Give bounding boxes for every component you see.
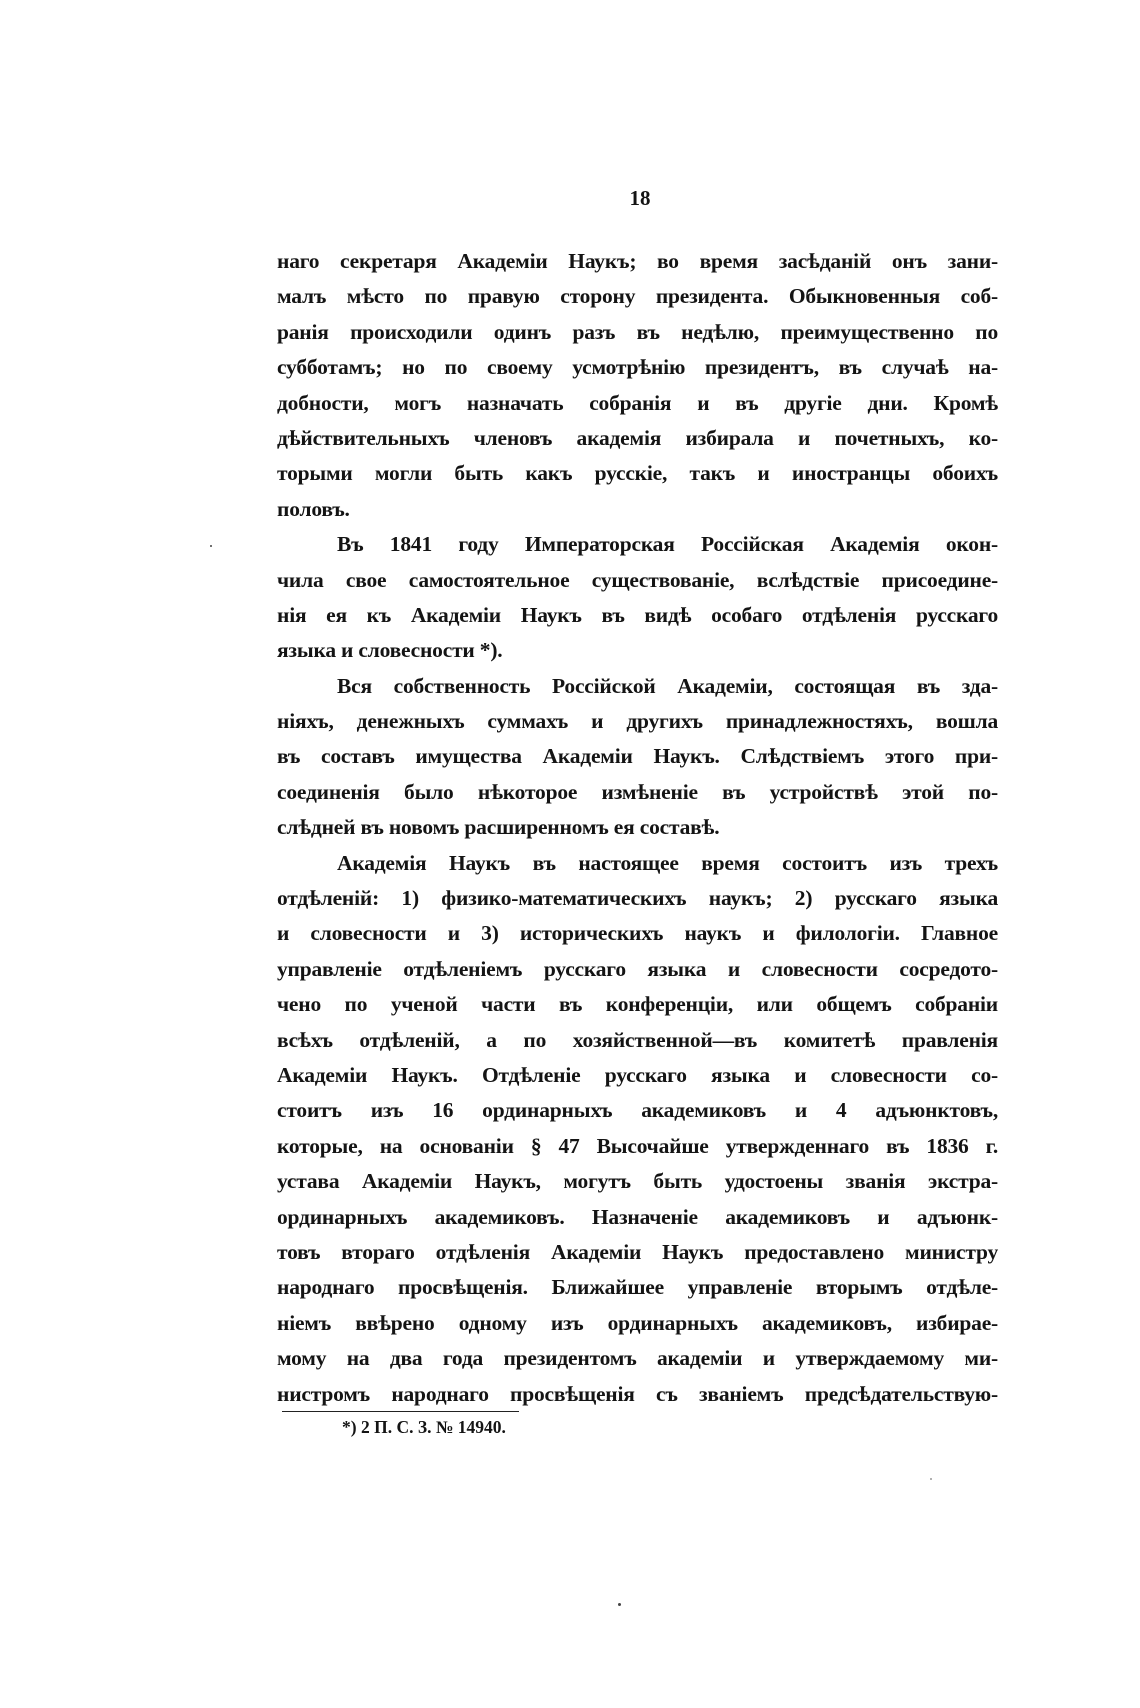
text-line: языка и словесности *). [277, 638, 503, 663]
text-line: Академія Наукъ въ настоящее время состоитъ изъ трехъ [337, 850, 998, 875]
text-line: чила свое самостоятельное существованіе, вслѣдствіе присоедине- [277, 567, 998, 592]
text-line: малъ мѣсто по правую сторону президента. Обыкновенныя соб- [277, 284, 998, 309]
text-line: товъ втораго отдѣленія Академіи Наукъ предоставлено министру [277, 1239, 998, 1264]
scan-speck [930, 1478, 932, 1480]
text-line: нія ея къ Академіи Наукъ въ видѣ особаго отдѣленія русскаго [277, 602, 998, 627]
text-line: управленіе отдѣленіемъ русскаго языка и словесности сосредото- [277, 956, 998, 981]
text-line: наго секретаря Академіи Наукъ; во время засѣданій онъ зани- [277, 249, 998, 273]
text-line: стоитъ изъ 16 ординарныхъ академиковъ и 4 адъюнктовъ, [277, 1098, 998, 1123]
text-line: Академіи Наукъ. Отдѣленіе русскаго языка и словесности со- [277, 1062, 998, 1087]
text-line: Вся собственность Россійской Академіи, состоящая въ зда- [337, 673, 998, 698]
text-line: половъ. [277, 496, 350, 521]
text-line: ніяхъ, денежныхъ суммахъ и другихъ принадлежностяхъ, вошла [277, 709, 998, 734]
text-line: соединенія было нѣкоторое измѣненіе въ устройствѣ этой по- [277, 779, 998, 804]
text-line: устава Академіи Наукъ, могутъ быть удостоены званія экстра- [277, 1169, 998, 1194]
text-line: и словесности и 3) историческихъ наукъ и филологіи. Главное [277, 921, 998, 946]
text-line: отдѣленій: 1) физико-математическихъ наукъ; 2) русскаго языка [277, 886, 998, 911]
text-line: дѣйствительныхъ членовъ академія избирала и почетныхъ, ко- [277, 425, 998, 450]
text-line: торыми могли быть какъ русскіе, такъ и иностранцы обоихъ [277, 461, 998, 486]
text-line: добности, могъ назначать собранія и въ другіе дни. Кромѣ [277, 390, 998, 415]
text-line: нистромъ народнаго просвѣщенія съ званіемъ предсѣдательствую- [277, 1381, 998, 1406]
text-line: которые, на основаніи § 47 Высочайше утвержденнаго въ 1836 г. [277, 1133, 998, 1158]
text-line: ординарныхъ академиковъ. Назначеніе академиковъ и адъюнк- [277, 1204, 998, 1229]
text-line: ніемъ ввѣрено одному изъ ординарныхъ академиковъ, избирае- [277, 1310, 998, 1335]
scan-speck [210, 545, 212, 547]
text-line: мому на два года президентомъ академіи и утверждаемому ми- [277, 1346, 998, 1371]
text-line: ранія происходили одинъ разъ въ недѣлю, преимущественно по [277, 319, 998, 344]
footnote: *) 2 П. С. З. № 14940. [342, 1417, 506, 1437]
text-line: субботамъ; но по своему усмотрѣнію президентъ, въ случаѣ на- [277, 355, 998, 380]
text-line: чено по ученой части въ конференціи, или общемъ собраніи [277, 992, 998, 1017]
text-line: въ составъ имущества Академіи Наукъ. Слѣдствіемъ этого при- [277, 744, 998, 769]
text-line: всѣхъ отдѣленій, а по хозяйственной—въ комитетѣ правленія [277, 1027, 998, 1052]
page-number: 18 [629, 186, 651, 210]
text-line: народнаго просвѣщенія. Ближайшее управленіе вторымъ отдѣле- [277, 1275, 998, 1300]
text-line: Въ 1841 году Императорская Россійская Академія окон- [337, 532, 998, 557]
footnote-divider [282, 1411, 519, 1412]
body-text [277, 244, 998, 1412]
text-line: слѣдней въ новомъ расширенномъ ея составѣ. [277, 815, 720, 840]
scan-speck [618, 1603, 621, 1606]
